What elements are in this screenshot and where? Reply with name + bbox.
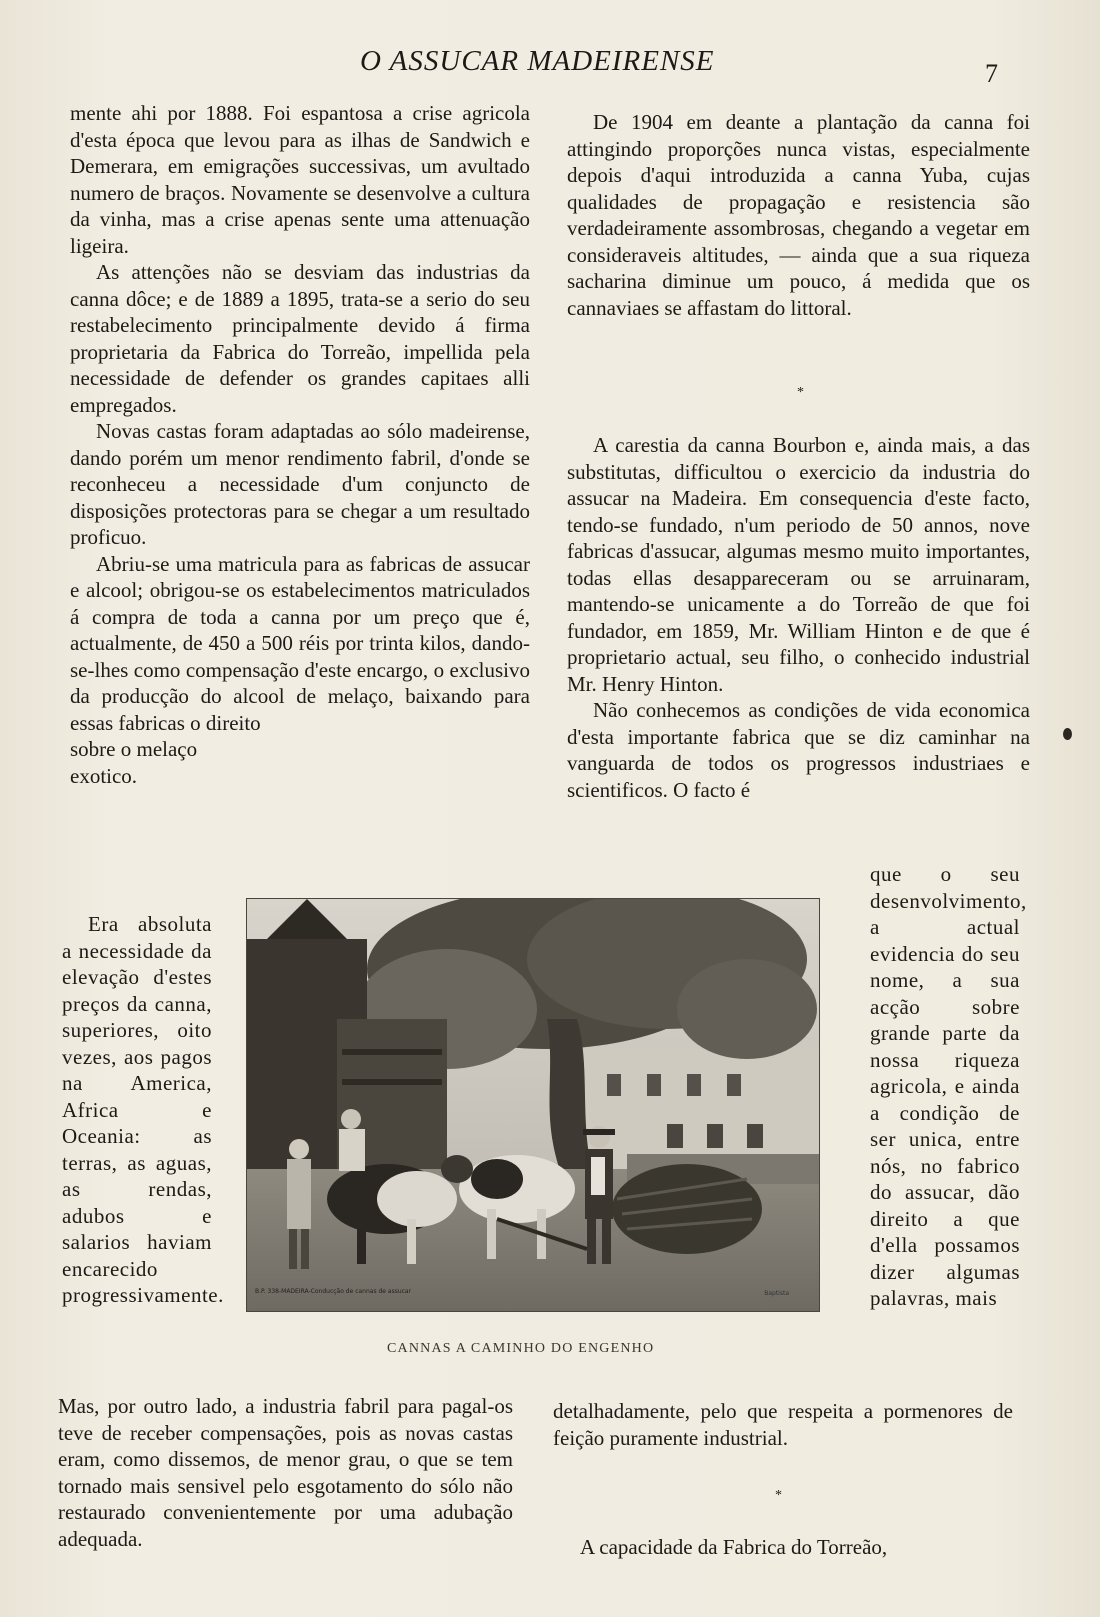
page-header bbox=[0, 45, 1100, 88]
left-column-wrap bbox=[62, 911, 224, 1309]
paragraph: Novas castas foram adaptadas ao sólo madeirense, dando porém um menor rendimento fabril, d'onde se reconheceu a necessidade d'um conjuncto de disposições protectoras para se chegar a um resultado proficuo. bbox=[70, 419, 530, 549]
paragraph: De 1904 em deante a plantação da canna foi attingindo proporções nunca vistas, especialmente depois d'aqui introduzida a canna Yuba, cujas qualidades de propagação e resistencia são verdadeiramente assombrosas, chegando a vegetar em consideraveis altitudes, — ainda que a sua riqueza sacharina diminue um pouco, á medida que os cannaviaes se affastam do littoral. bbox=[567, 110, 1030, 320]
paragraph: A capacidade da Fabrica do Torreão, bbox=[580, 1535, 888, 1559]
photo-credit: B.P. 338-MADEIRA-Conducção de cannas de assucar bbox=[255, 1288, 412, 1295]
ink-spot bbox=[1063, 728, 1072, 740]
paragraph: que o seu desenvolvimento, a actual evidencia do seu nome, a sua acção sobre grande parte da nossa riqueza agricola, e ainda a condição de ser unica, entre nós, no fabrico do assucar, dão direito a que d'ella possamos dizer algumas palavras, mais bbox=[870, 862, 1027, 1310]
right-column-upper bbox=[567, 109, 1030, 321]
paragraph: mente ahi por 1888. Foi espantosa a crise agricola d'esta época que levou para as ilhas de Sandwich e Demerara, em emigrações successivas, um avultado numero de braços. Novamente se desenvolve a cultura da vinha, mas a crise apenas sente uma attenuação ligeira. bbox=[70, 101, 530, 258]
paragraph: sobre o melaço exotico. bbox=[70, 737, 198, 788]
photograph bbox=[246, 898, 820, 1312]
photo-signature: Baptista bbox=[764, 1290, 789, 1297]
right-column-middle bbox=[567, 432, 1030, 803]
photo-illustration bbox=[247, 899, 819, 1311]
left-column-lower bbox=[58, 1393, 513, 1552]
right-column-wrap bbox=[870, 861, 1027, 1312]
paragraph: Abriu-se uma matricula para as fabricas de assucar e alcool; obrigou-se os estabelecimentos matriculados á compra de toda a canna por um preço que é, actualmente, de 450 a 500 réis por trinta kilos, dando-se-lhes como compensação d'este encargo, o exclusivo da producção do alcool de melaço, baixando para essas fabricas o direito bbox=[70, 551, 530, 735]
right-column-lower bbox=[553, 1398, 1013, 1451]
paragraph: As attenções não se desviam das industrias da canna dôce; e de 1889 a 1895, trata-se a serio do seu restabelecimento principalmente devido á firma proprietaria da Fabrica do Torreão, impellida pela necessidade de defender os grandes capitaes alli empregados. bbox=[70, 260, 530, 417]
paragraph: Era absoluta a necessidade da elevação d'estes preços da canna, superiores, oito vezes, aos pagos na America, Africa e Oceania: as terras, as aguas, as rendas, adubos e salarios haviam encarecido progressivamente. bbox=[62, 912, 224, 1307]
figure-caption: CANNAS A CAMINHO DO ENGENHO bbox=[387, 1341, 655, 1356]
right-column-last bbox=[580, 1534, 1010, 1561]
section-separator: * bbox=[797, 385, 804, 400]
section-separator: * bbox=[775, 1488, 782, 1503]
paragraph: detalhadamente, pelo que respeita a pormenores de feição puramente industrial. bbox=[553, 1399, 1013, 1450]
paragraph: Mas, por outro lado, a industria fabril para pagal-os teve de receber compensações, pois as novas castas eram, como dissemos, de menor grau, o que se tem tornado mais sensivel pelo esgotamento do sólo não restaurado convenientemente por uma adubação adequada. bbox=[58, 1394, 513, 1551]
left-column-upper bbox=[70, 100, 530, 789]
running-title: O ASSUCAR MADEIRENSE bbox=[360, 45, 715, 77]
paragraph: A carestia da canna Bourbon e, ainda mais, a das substitutas, difficultou o exercicio da industria do assucar na Madeira. Em consequencia d'este facto, tendo-se fundado, n'um periodo de 50 annos, nove fabricas d'assucar, algumas mesmo muito importantes, todas ellas desappareceram ou se arruinaram, mantendo-se unicamente a do Torreão de que foi fundador, em 1859, Mr. William Hinton e de que é proprietario actual, seu filho, o conhecido industrial Mr. Henry Hinton. bbox=[567, 433, 1030, 696]
page-number: 7 bbox=[985, 59, 998, 88]
paragraph: Não conhecemos as condições de vida economica d'esta importante fabrica que se diz caminhar na vanguarda de todos os progressos industriaes e scientificos. O facto é bbox=[567, 698, 1030, 802]
